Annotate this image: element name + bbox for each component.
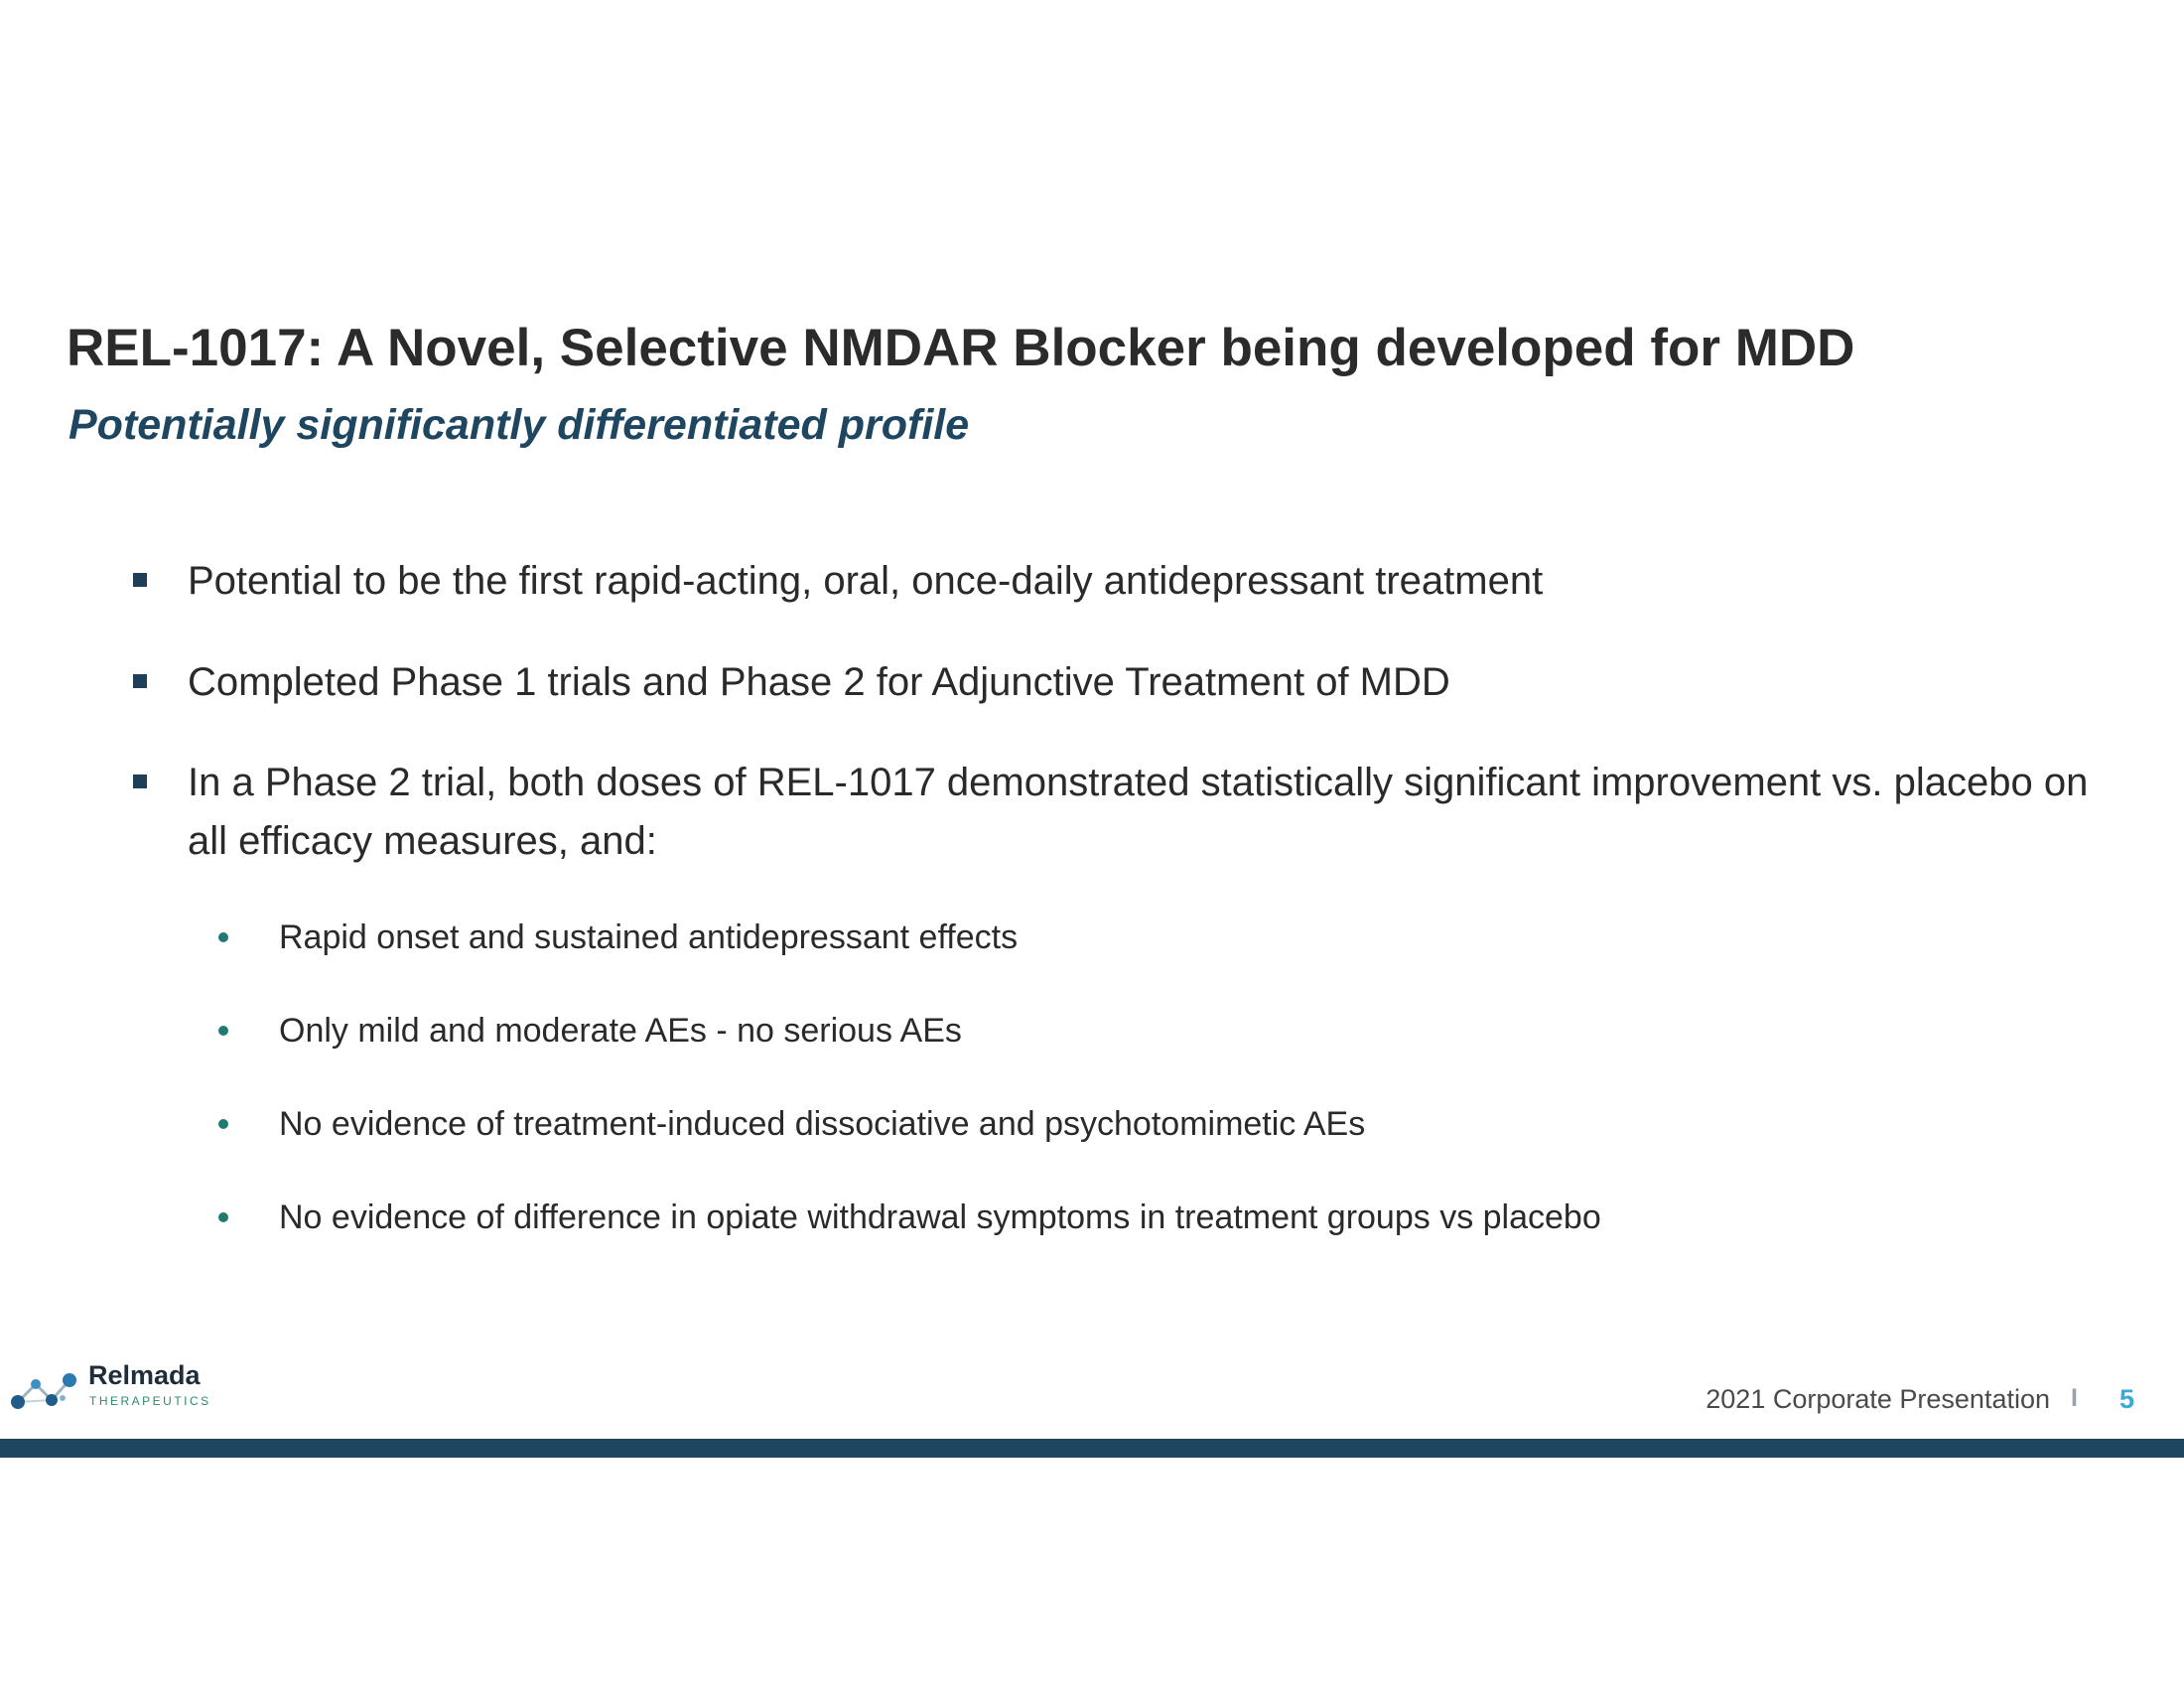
- slide-subtitle: Potentially significantly differentiated profile: [68, 401, 970, 449]
- bullet-item: [188, 754, 2123, 871]
- sub-bullet-item: [279, 915, 1018, 959]
- footer-bar: [0, 1439, 2184, 1458]
- page-number: 5: [2119, 1384, 2135, 1414]
- slide-title: REL-1017: A Novel, Selective NMDAR Blocker being developed for MDD: [67, 319, 1855, 377]
- footer-presentation-label: 2021 Corporate Presentation: [1706, 1384, 2050, 1414]
- square-bullet-icon: [133, 674, 147, 688]
- sub-bullet-text: No evidence of treatment-induced dissociative and psychotomimetic AEs: [279, 1105, 1366, 1143]
- footer-separator: I: [2071, 1384, 2078, 1412]
- logo-name: Relmada: [88, 1360, 201, 1390]
- molecule-logo-icon: [8, 1358, 87, 1418]
- sub-bullet-item: [279, 1196, 1601, 1239]
- bullet-item: [188, 653, 2123, 712]
- sub-bullet-text: Rapid onset and sustained antidepressant effects: [279, 918, 1019, 956]
- round-bullet-icon: [218, 1026, 228, 1036]
- round-bullet-icon: [218, 932, 228, 942]
- sub-bullet-text: No evidence of difference in opiate withdrawal symptoms in treatment groups vs placebo: [279, 1198, 1601, 1236]
- sub-bullet-text: Only mild and moderate AEs - no serious AEs: [279, 1012, 962, 1050]
- company-logo: [8, 1358, 226, 1418]
- square-bullet-icon: [133, 573, 147, 587]
- square-bullet-icon: [133, 774, 147, 788]
- round-bullet-icon: [218, 1212, 228, 1222]
- sub-bullet-item: [279, 1009, 962, 1053]
- sub-bullet-item: [279, 1102, 1365, 1146]
- bullet-text: In a Phase 2 trial, both doses of REL-1017 demonstrated statistically significant improvement vs. placebo on all efficacy measures, and:: [188, 761, 2089, 863]
- bullet-text: Potential to be the first rapid-acting, oral, once-daily antidepressant treatment: [188, 559, 1544, 603]
- round-bullet-icon: [218, 1119, 228, 1129]
- bullet-text: Completed Phase 1 trials and Phase 2 for Adjunctive Treatment of MDD: [188, 660, 1450, 704]
- logo-tagline: THERAPEUTICS: [89, 1394, 211, 1408]
- bullet-item: [188, 552, 2123, 611]
